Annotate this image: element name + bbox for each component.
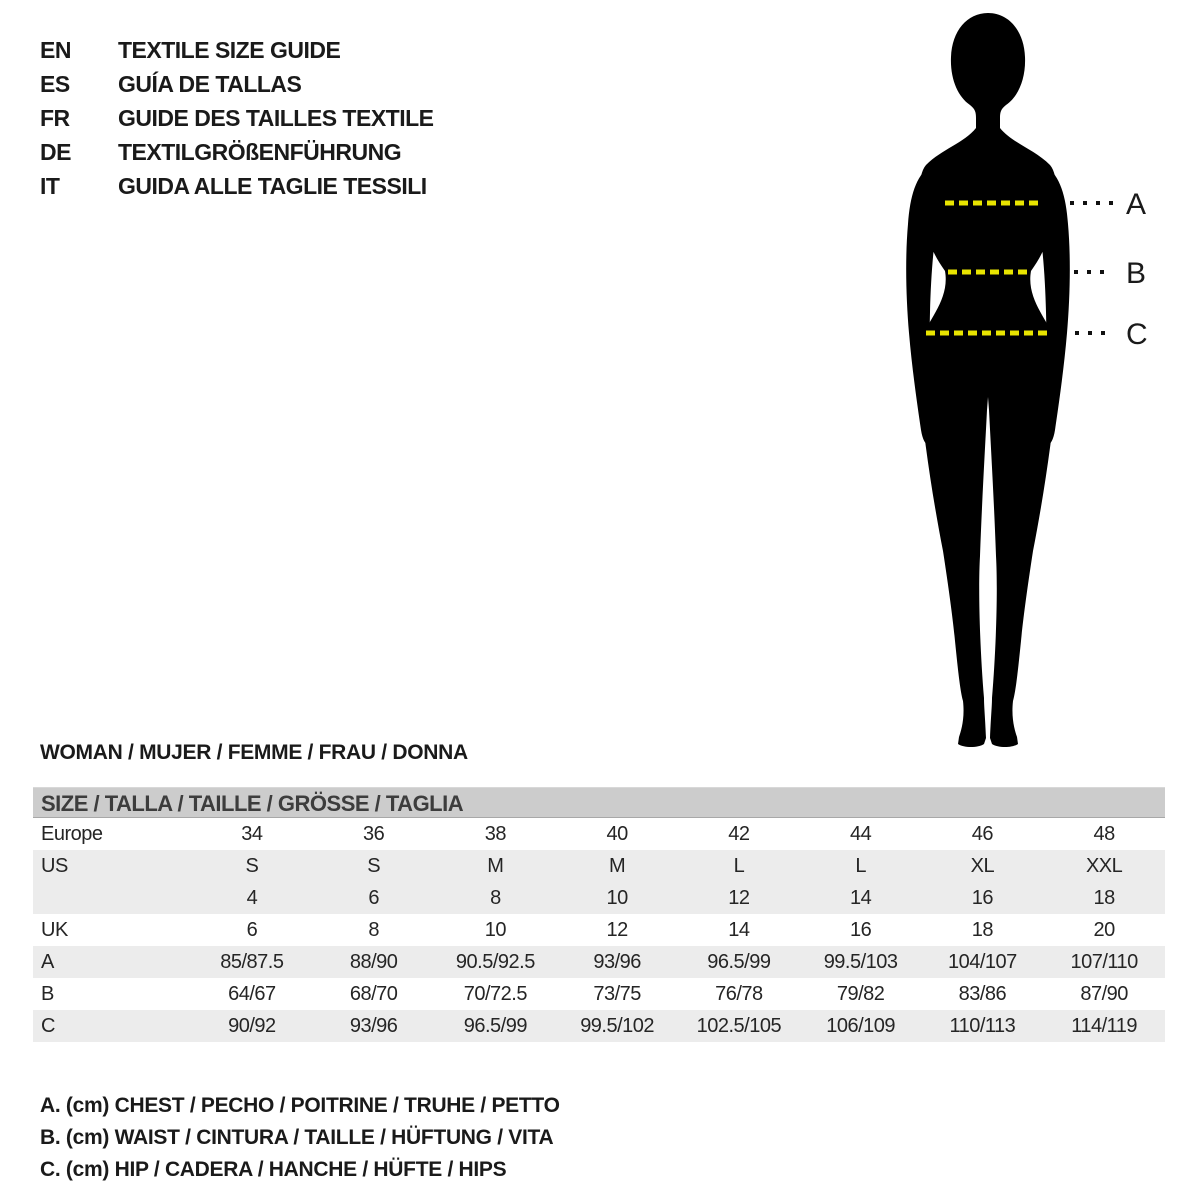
size-value-cell: 104/107 — [947, 951, 1017, 973]
chest-label-a: A — [1126, 188, 1147, 221]
size-value-cell: 16 — [850, 919, 872, 941]
row-label-cell: Europe — [41, 823, 103, 845]
lang-title: TEXTILGRÖßENFÜHRUNG — [118, 139, 402, 165]
size-value-cell: 90/92 — [228, 1015, 276, 1037]
size-value-cell: XXL — [1085, 855, 1123, 877]
size-value-cell: 114/119 — [1071, 1015, 1138, 1037]
lang-code: DE — [40, 139, 71, 165]
size-value-cell: 106/109 — [826, 1015, 896, 1037]
legend-waist: B. (cm) WAIST / CINTURA / TAILLE / HÜFTUNG / VITA — [40, 1126, 554, 1149]
lang-row-es — [40, 67, 434, 101]
size-value-cell: 99.5/103 — [823, 951, 898, 973]
size-value-cell: 96.5/99 — [707, 951, 771, 973]
size-value-cell: 76/78 — [715, 983, 763, 1005]
size-value-cell: 44 — [850, 823, 872, 845]
legend-hip: C. (cm) HIP / CADERA / HANCHE / HÜFTE / HIPS — [40, 1158, 507, 1181]
size-value-cell: L — [855, 855, 866, 877]
lang-code: FR — [40, 105, 70, 131]
size-value-cell: 107/110 — [1070, 951, 1138, 973]
size-value-cell: 10 — [484, 919, 506, 941]
size-value-cell: 18 — [1093, 887, 1115, 909]
waist-label-b: B — [1126, 257, 1147, 290]
row-label-cell: A — [41, 951, 54, 973]
size-value-cell: 83/86 — [958, 983, 1007, 1005]
size-row-us — [33, 850, 1165, 882]
size-value-cell: 40 — [606, 823, 628, 845]
row-label-cell: US — [41, 855, 68, 877]
size-value-cell: 79/82 — [836, 983, 885, 1005]
size-value-cell: 34 — [241, 823, 263, 845]
size-value-cell: 10 — [606, 887, 628, 909]
size-value-cell: 16 — [971, 887, 993, 909]
lang-row-en — [40, 33, 434, 67]
size-value-cell: 88/90 — [349, 951, 398, 973]
size-value-cell: 90.5/92.5 — [455, 951, 535, 973]
size-value-cell: 48 — [1093, 823, 1115, 845]
size-value-cell: 102.5/105 — [696, 1015, 782, 1037]
size-row-chest-a — [33, 946, 1165, 978]
lang-code: ES — [40, 71, 70, 97]
size-row-us-numeric — [33, 882, 1165, 914]
lang-title: GUIDA ALLE TAGLIE TESSILI — [118, 173, 427, 199]
size-value-cell: M — [487, 855, 504, 877]
size-value-cell: 6 — [246, 919, 258, 941]
lang-row-de — [40, 135, 434, 169]
lang-code: IT — [40, 173, 60, 199]
size-value-cell: S — [245, 855, 259, 877]
size-value-cell: 70/72.5 — [463, 983, 527, 1005]
lang-title: TEXTILE SIZE GUIDE — [118, 37, 341, 63]
size-value-cell: 68/70 — [349, 983, 398, 1005]
size-value-cell: 110/113 — [949, 1015, 1016, 1037]
size-table-header: SIZE / TALLA / TAILLE / GRÖSSE / TAGLIA — [33, 787, 1165, 818]
size-value-cell: XL — [970, 855, 995, 877]
row-label-cell — [33, 882, 191, 914]
legend-chest: A. (cm) CHEST / PECHO / POITRINE / TRUHE / PETTO — [40, 1094, 560, 1117]
size-value-cell: 14 — [850, 887, 872, 909]
lang-row-it — [40, 169, 434, 203]
size-value-cell: 6 — [368, 887, 379, 909]
size-value-cell: 85/87.5 — [220, 951, 284, 973]
size-value-cell: 8 — [490, 887, 501, 909]
gender-heading: WOMAN / MUJER / FEMME / FRAU / DONNA — [40, 741, 468, 764]
hip-label-c: C — [1126, 318, 1148, 351]
row-label-cell: UK — [41, 919, 68, 941]
size-value-cell: 12 — [728, 887, 750, 909]
size-value-cell: 12 — [606, 919, 628, 941]
row-label-cell: B — [41, 983, 54, 1005]
size-row-europe — [33, 818, 1165, 850]
lang-title: GUIDE DES TAILLES TEXTILE — [118, 105, 434, 131]
size-value-cell: 64/67 — [228, 983, 276, 1005]
size-value-cell: 93/96 — [593, 951, 641, 973]
size-value-cell: 93/96 — [349, 1015, 398, 1037]
woman-silhouette-figure — [860, 0, 1200, 760]
size-value-cell: 8 — [368, 919, 379, 941]
size-value-cell: S — [367, 855, 381, 877]
size-value-cell: 4 — [246, 887, 258, 909]
size-value-cell: 46 — [971, 823, 993, 845]
size-value-cell: 42 — [728, 823, 750, 845]
size-value-cell: 99.5/102 — [580, 1015, 655, 1037]
size-value-cell: M — [609, 855, 626, 877]
size-row-hip-c — [33, 1010, 1165, 1042]
size-value-cell: 73/75 — [593, 983, 641, 1005]
size-value-cell: 38 — [484, 823, 506, 845]
lang-row-fr — [40, 101, 434, 135]
lang-code: EN — [40, 37, 71, 63]
size-row-waist-b — [33, 978, 1165, 1010]
size-value-cell: 20 — [1093, 919, 1115, 941]
size-value-cell: 18 — [971, 919, 993, 941]
woman-silhouette — [918, 13, 1059, 747]
size-value-cell: 87/90 — [1080, 983, 1128, 1005]
language-title-list — [40, 33, 434, 203]
row-label-cell: C — [41, 1015, 55, 1037]
size-value-cell: 14 — [728, 919, 750, 941]
lang-title: GUÍA DE TALLAS — [118, 71, 302, 97]
measure-legend — [40, 1090, 560, 1186]
size-table — [33, 787, 1165, 1042]
size-row-uk — [33, 914, 1165, 946]
size-value-cell: 96.5/99 — [463, 1015, 527, 1037]
size-value-cell: L — [733, 855, 745, 877]
size-value-cell: 36 — [363, 823, 385, 845]
